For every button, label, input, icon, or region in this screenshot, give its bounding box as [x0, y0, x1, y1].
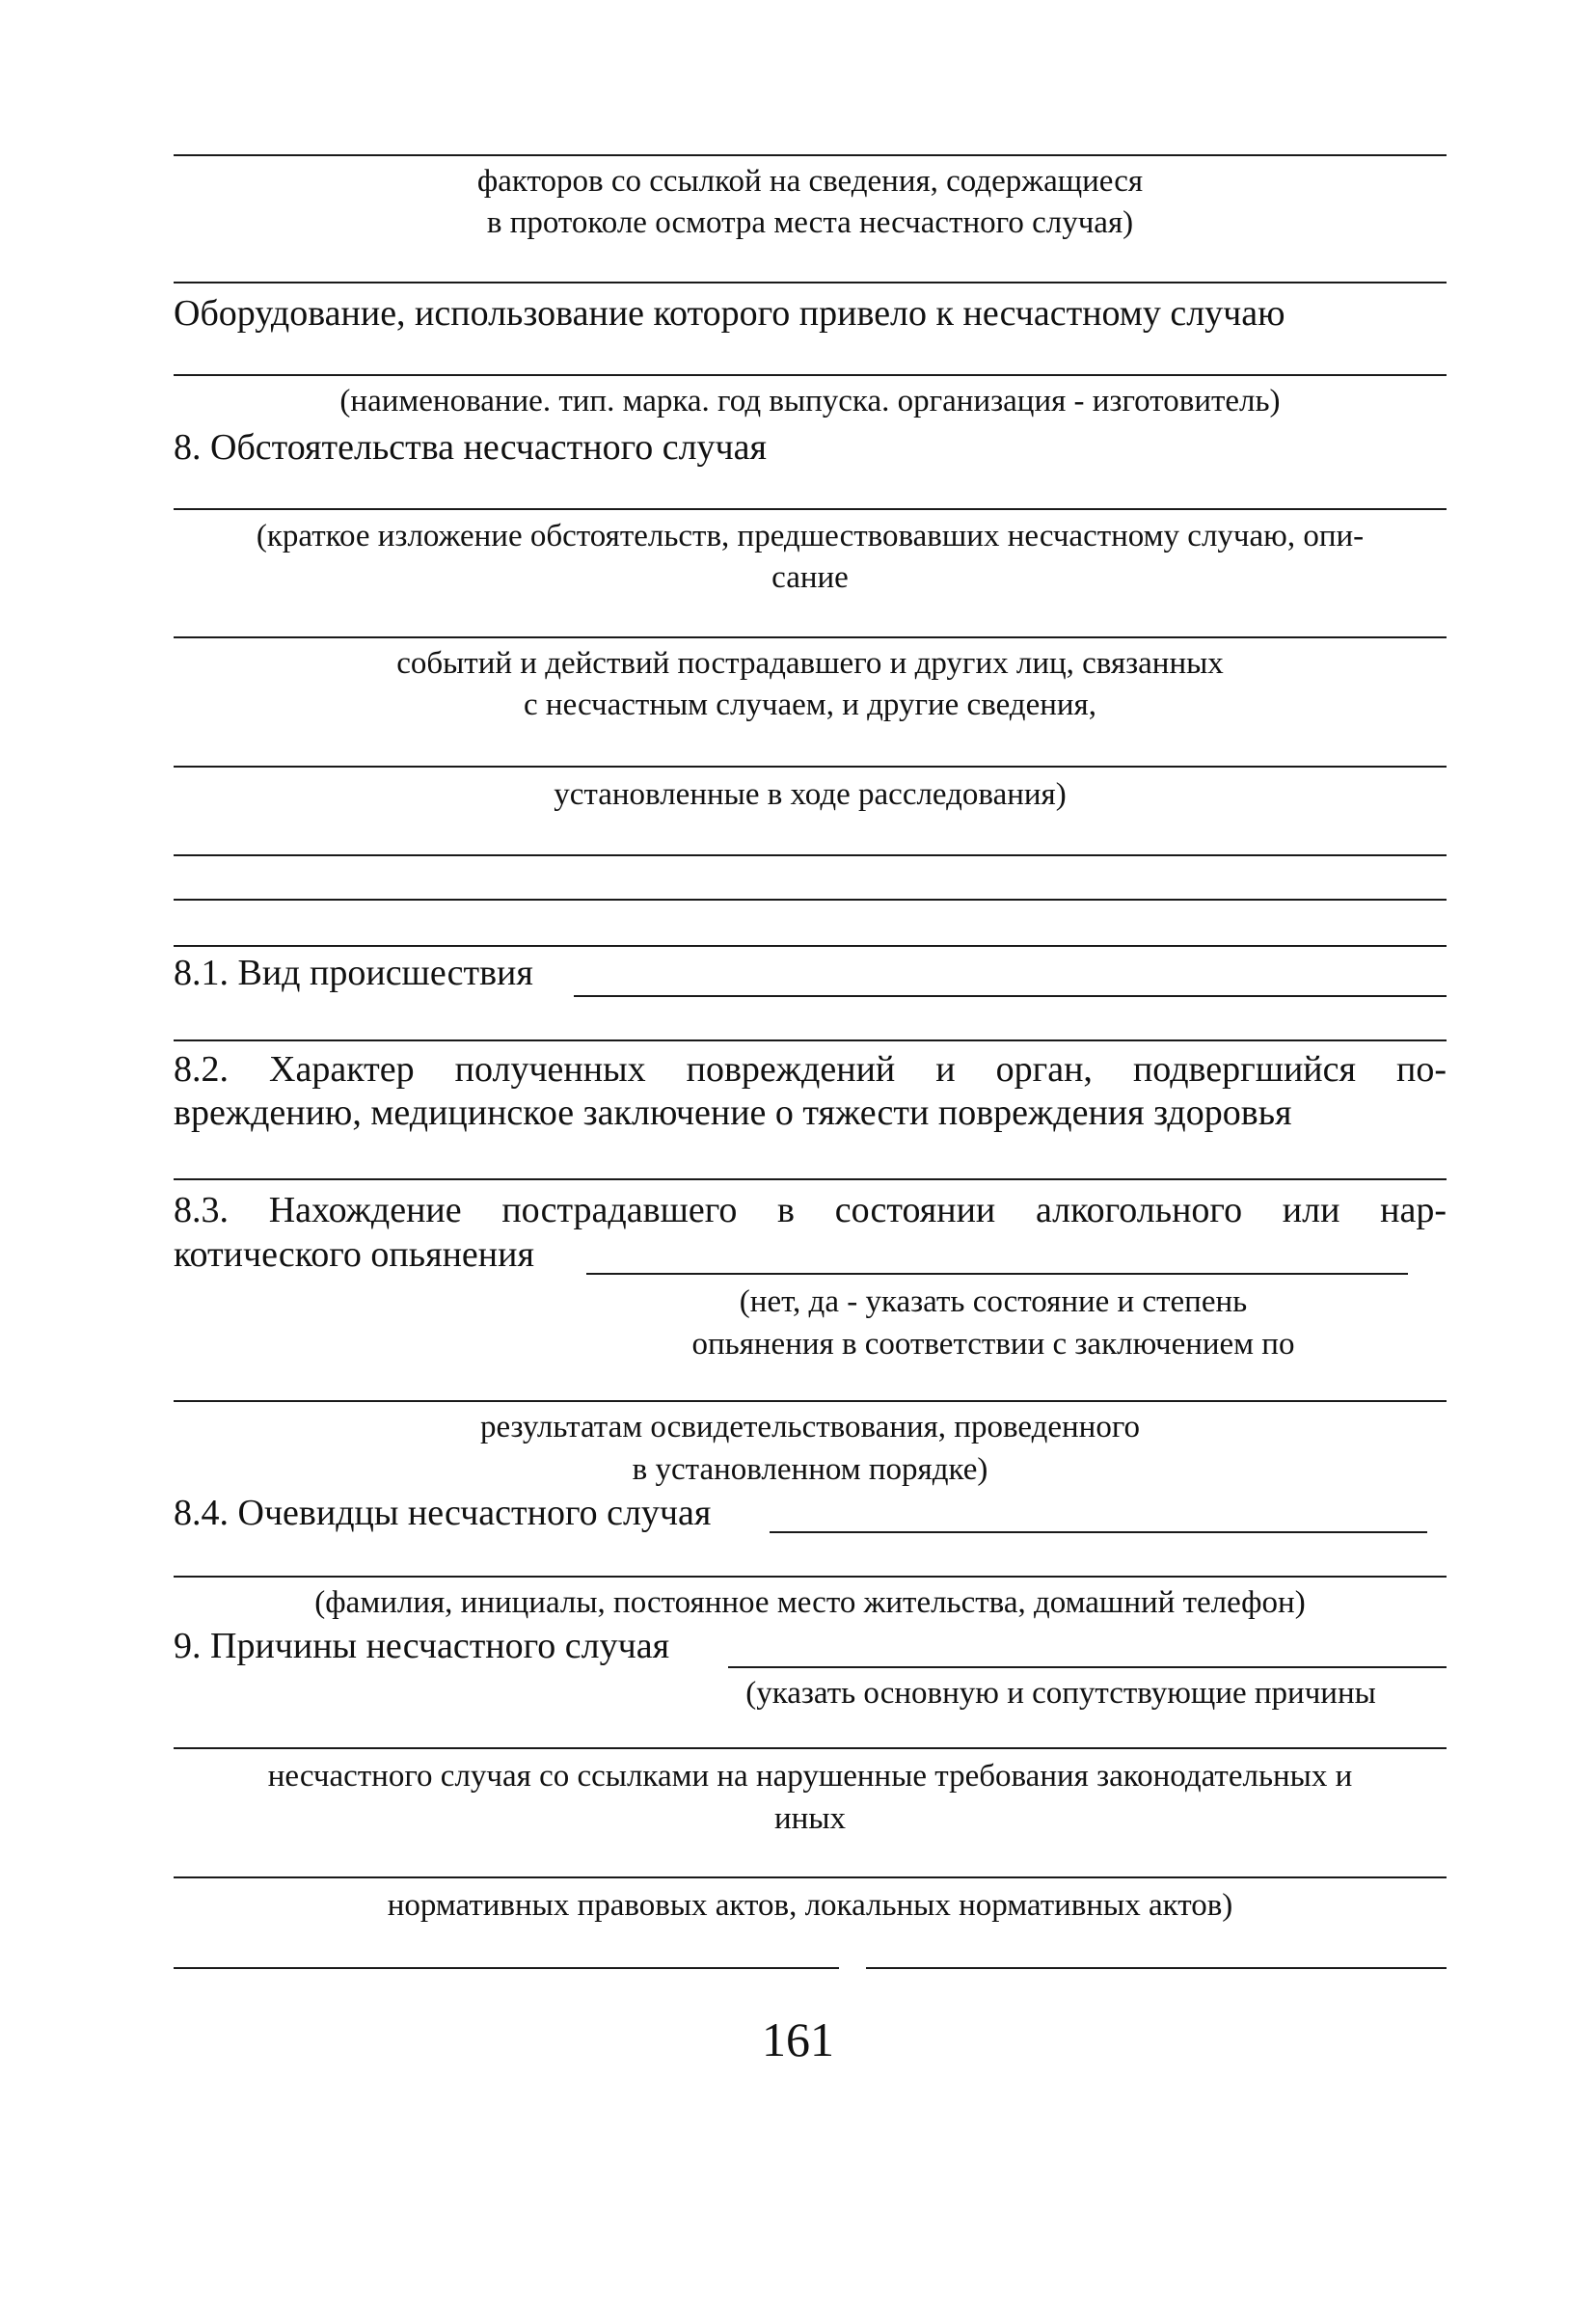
blank-line[interactable] — [174, 854, 1447, 856]
blank-line[interactable] — [174, 154, 1447, 156]
blank-line[interactable] — [174, 1039, 1447, 1041]
section-8-3-line-1: 8.3. Нахождение пострадавшего в состоянии алкогольного или нар- — [174, 1190, 1447, 1230]
blank-line[interactable] — [174, 508, 1447, 510]
blank-line[interactable] — [174, 374, 1447, 376]
blank-line[interactable] — [174, 945, 1447, 947]
caption-factors-1: факторов со ссылкой на сведения, содержащиеся — [476, 164, 1144, 199]
caption-factors-2: в протоколе осмотра места несчастного случая) — [486, 205, 1134, 240]
caption-equipment: (наименование. тип. марка. год выпуска. организация - изготовитель) — [339, 384, 1281, 418]
caption-causes-4: нормативных правовых актов, локальных нормативных актов) — [387, 1888, 1233, 1923]
caption-circumstances-2: сание — [771, 560, 849, 595]
caption-intoxication-1: (нет, да - указать состояние и степень — [739, 1284, 1248, 1319]
section-8-3-line-2: котического опьянения — [174, 1234, 534, 1275]
caption-intoxication-4: в установленном порядке) — [632, 1452, 988, 1487]
blank-line[interactable] — [174, 1747, 1447, 1749]
blank-line[interactable] — [174, 1576, 1447, 1578]
caption-circumstances-5: установленные в ходе расследования) — [554, 777, 1067, 812]
page-number: 161 — [762, 2012, 834, 2066]
blank-line[interactable] — [866, 1967, 1447, 1969]
blank-line[interactable] — [174, 1400, 1447, 1402]
caption-witnesses: (фамилия, инициалы, постоянное место жительства, домашний телефон) — [314, 1585, 1306, 1620]
blank-line[interactable] — [174, 766, 1447, 768]
blank-line[interactable] — [174, 1967, 839, 1969]
caption-causes-2: несчастного случая со ссылками на нарушенные требования законодательных и — [267, 1759, 1353, 1794]
causes-field[interactable] — [728, 1666, 1447, 1668]
blank-line[interactable] — [174, 1876, 1447, 1878]
caption-intoxication-2: опьянения в соответствии с заключением по — [691, 1327, 1295, 1362]
caption-circumstances-3: событий и действий пострадавшего и других лиц, связанных — [396, 646, 1224, 681]
caption-causes-3: иных — [774, 1801, 846, 1836]
caption-circumstances-1: (краткое изложение обстоятельств, предшествовавших несчастному случаю, опи- — [256, 519, 1365, 553]
accident-type-field[interactable] — [574, 995, 1447, 997]
blank-line[interactable] — [174, 636, 1447, 638]
section-9-label: 9. Причины несчастного случая — [174, 1626, 670, 1666]
section-8-2-line-2: вреждению, медицинское заключение о тяжести повреждения здоровья — [174, 1093, 1292, 1133]
blank-line[interactable] — [174, 899, 1447, 901]
blank-line[interactable] — [174, 1178, 1447, 1180]
section-8-1-label: 8.1. Вид происшествия — [174, 953, 533, 993]
section-8-2-line-1: 8.2. Характер полученных повреждений и орган, подвергшийся по- — [174, 1049, 1447, 1090]
caption-circumstances-4: с несчастным случаем, и другие сведения, — [524, 688, 1096, 722]
intoxication-field[interactable] — [586, 1273, 1408, 1275]
section-8-4-label: 8.4. Очевидцы несчастного случая — [174, 1493, 712, 1533]
section-8-title: 8. Обстоятельства несчастного случая — [174, 427, 768, 468]
witnesses-field[interactable] — [770, 1531, 1427, 1533]
blank-line[interactable] — [174, 282, 1447, 283]
equipment-label: Оборудование, использование которого привело к несчастному случаю — [174, 293, 1285, 334]
caption-causes-1: (указать основную и сопутствующие причины — [745, 1676, 1376, 1711]
caption-intoxication-3: результатам освидетельствования, проведенного — [479, 1410, 1141, 1444]
